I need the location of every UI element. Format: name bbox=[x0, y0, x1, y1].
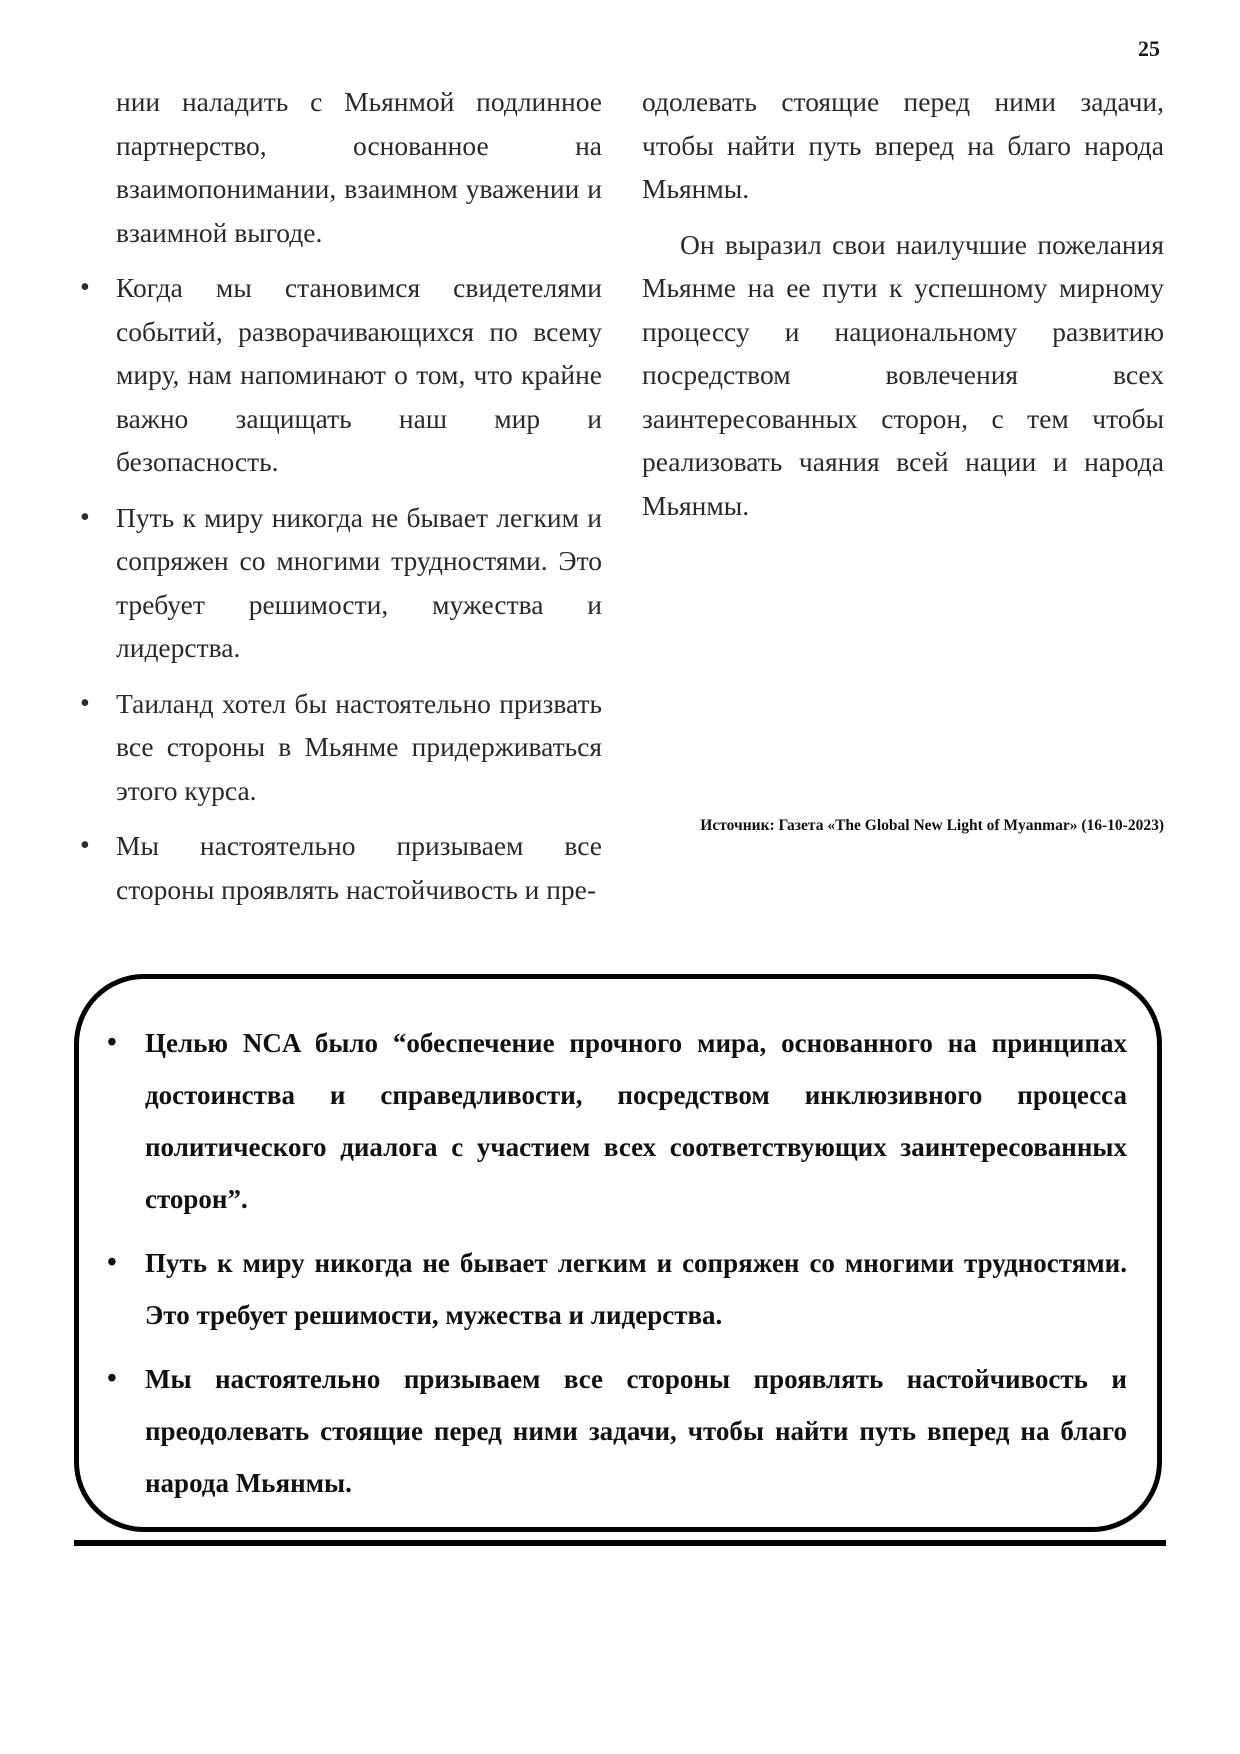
left-column bbox=[116, 80, 602, 923]
right-paragraph: Он выразил свои наилучшие пожелания Мьянме на ее пути к успешному мирному процессу и национальному развитию посредством вовлечения всех заинтересованных сторон, с тем чтобы реализовать чаяния всей нации и народа Мьянмы. bbox=[642, 228, 1164, 521]
right-column bbox=[642, 80, 1164, 539]
bullet-item: • Когда мы становимся свидетелями событий, разворачивающихся по всему миру, нам напоминают о том, что крайне важно защищать наш мир и безопасность. bbox=[116, 266, 602, 484]
bullet-item: • Таиланд хотел бы настоятельно призвать все стороны в Мьянме придерживаться этого курса. bbox=[116, 682, 602, 813]
right-continuation-paragraph: одолевать стоящие перед ними задачи, чтобы найти путь вперед на благо народа Мьянмы. bbox=[642, 86, 1164, 204]
bullet-item: • Мы настоятельно призываем все стороны проявлять настойчивость и пре- bbox=[116, 824, 602, 911]
highlight-box bbox=[74, 974, 1162, 1532]
left-continuation-paragraph: нии наладить с Мьянмой подлинное партнерство, основанное на взаимопонимании, взаимном уважении и взаимной выгоде. bbox=[116, 86, 602, 248]
highlight-bullet-item: • Путь к миру никогда не бывает легким и сопряжен со многими трудностями. Это требует решимости, мужества и лидерства. bbox=[145, 1237, 1127, 1341]
source-citation: Источник: Газета «The Global New Light of Myanmar» (16-10-2023) bbox=[700, 817, 1164, 834]
bottom-rule bbox=[74, 1540, 1166, 1546]
page-number: 25 bbox=[1138, 36, 1160, 61]
left-bullet-list bbox=[116, 266, 602, 911]
highlight-bullet-list bbox=[145, 1017, 1127, 1521]
highlight-bullet-item: • Мы настоятельно призываем все стороны проявлять настойчивость и преодолевать стоящие перед ними задачи, чтобы найти путь вперед на благо народа Мьянмы. bbox=[145, 1353, 1127, 1509]
highlight-bullet-item: • Целью NCA было “обеспечение прочного мира, основанного на принципах достоинства и справедливости, посредством инклюзивного процесса политического диалога с участием всех соответствующих заинтересованных сторон”. bbox=[145, 1017, 1127, 1225]
bullet-item: • Путь к миру никогда не бывает легким и сопряжен со многими трудностями. Это требует решимости, мужества и лидерства. bbox=[116, 496, 602, 670]
